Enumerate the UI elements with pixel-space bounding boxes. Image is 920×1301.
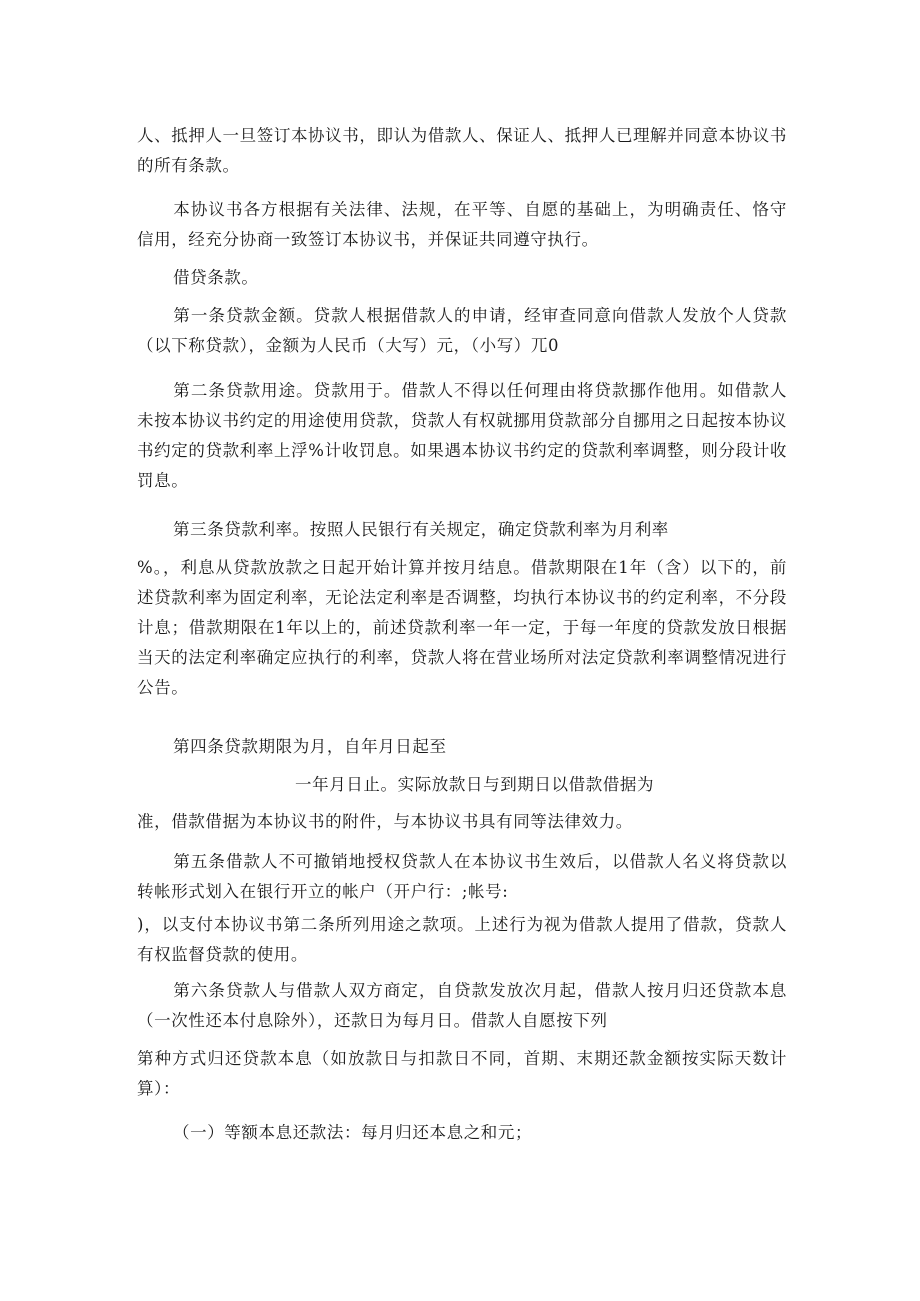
clause-4-continuation: 准，借款借据为本协议书的附件，与本协议书具有同等法律效力。 <box>137 812 633 831</box>
paragraph-preamble: 本协议书各方根据有关法律、法规，在平等、自愿的基础上，为明确责任、恪守信用，经充分协商一致签订本协议书，并保证共同遵守执行。 <box>137 200 787 249</box>
clause-3-continuation: %。，利息从贷款放款之日起开始计算并按月结息。借款期限在1年（含）以下的，前述贷款利率为固定利率，无论法定利率是否调整，均执行本协议书的约定利率，不分段计息；借款期限在1年以上的，前述贷款利率一年一定，于每一年度的贷款发放日根据当天的法定利率确定应执行的利率，贷款人将在营业场所对法定贷款利率调整情况进行公告。 <box>137 558 787 697</box>
section-heading-loan-terms: 借贷条款。 <box>173 268 259 287</box>
clause-5-authorization: 第五条借款人不可撤销地授权贷款人在本协议书生效后，以借款人名义将贷款以转帐形式划入在银行开立的帐户（开户行：;帐号: <box>137 852 787 901</box>
clause-6-repayment: 第六条贷款人与借款人双方商定，自贷款发放次月起，借款人按月归还贷款本息（一次性还本付息除外），还款日为每月日。借款人自愿按下列 <box>137 981 787 1030</box>
repayment-option-1: （一）等额本息还款法：每月归还本息之和元； <box>173 1123 533 1142</box>
clause-2-loan-purpose: 第二条贷款用途。贷款用于。借款人不得以任何理由将贷款挪作他用。如借款人未按本协议书约定的用途使用贷款，贷款人有权就挪用贷款部分自挪用之日起按本协议书约定的贷款利率上浮%计收罚息。如果遇本协议书约定的贷款利率调整，则分段计收罚息。 <box>137 381 787 490</box>
clause-4-loan-term: 第四条贷款期限为月，自年月日起至 <box>173 737 447 756</box>
clause-3-loan-rate: 第三条贷款利率。按照人民银行有关规定，确定贷款利率为月利率 <box>173 520 669 539</box>
clause-4-term-end: 一年月日止。实际放款日与到期日以借款借据为 <box>295 775 655 794</box>
clause-6-repayment-method: 第种方式归还贷款本息（如放款日与扣款日不同，首期、末期还款金额按实际天数计算）： <box>137 1049 787 1098</box>
clause-5-continuation: )，以支付本协议书第二条所列用途之款项。上述行为视为借款人提用了借款，贷款人有权监督贷款的使用。 <box>137 915 787 964</box>
clause-1-loan-amount: 第一条贷款金额。贷款人根据借款人的申请，经审查同意向借款人发放个人贷款（以下称贷款），金额为人民币（大写）元，（小写）兀0 <box>137 306 787 355</box>
paragraph-continuation: 人、抵押人一旦签订本协议书，即认为借款人、保证人、抵押人已理解并同意本协议书的所有条款。 <box>137 126 787 175</box>
